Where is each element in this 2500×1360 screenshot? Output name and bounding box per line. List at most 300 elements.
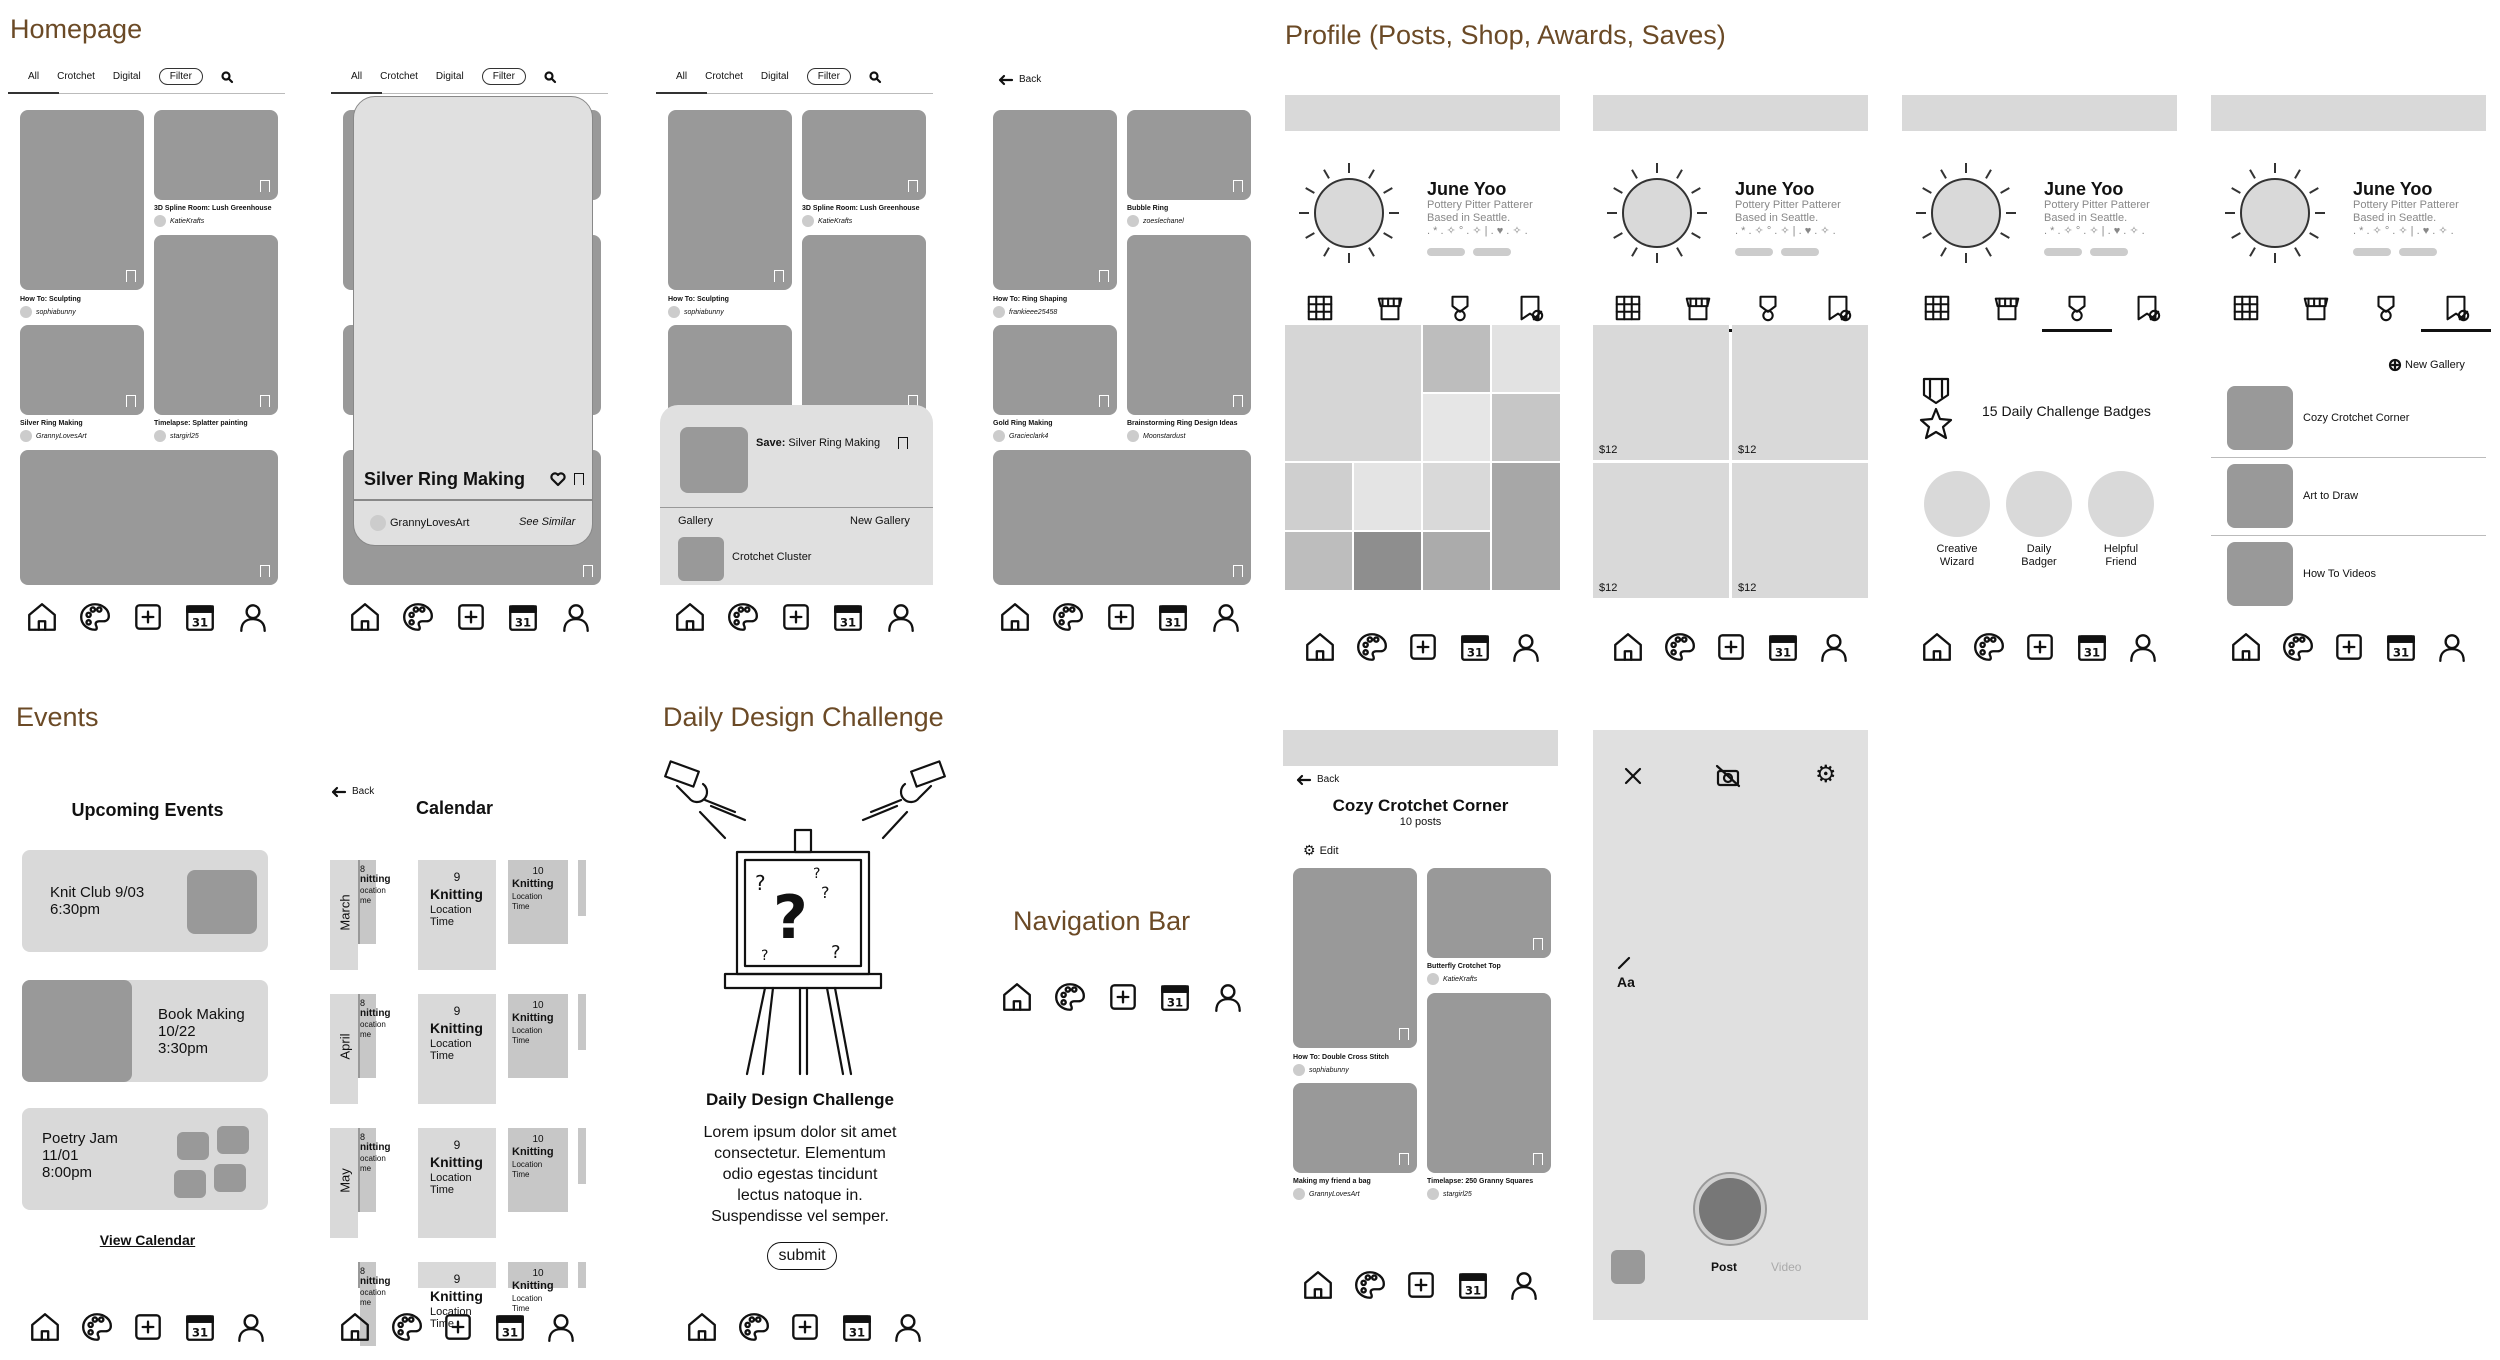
bookmark-icon[interactable] — [1099, 395, 1109, 407]
calendar-day-cell[interactable] — [508, 1128, 568, 1212]
close-icon[interactable] — [1623, 766, 1643, 786]
save-post-title: Silver Ring Making — [788, 437, 881, 449]
saves-tab[interactable] — [1803, 293, 1873, 325]
add-post-icon[interactable] — [441, 1310, 475, 1344]
post-card[interactable] — [20, 325, 144, 415]
brush-icon[interactable] — [1617, 956, 1631, 970]
grid-post[interactable] — [1285, 463, 1352, 530]
calendar-icon[interactable] — [831, 600, 865, 634]
new-gallery-button[interactable] — [2389, 359, 2465, 371]
share-profile-button[interactable] — [1473, 248, 1511, 256]
home-icon[interactable] — [2229, 630, 2263, 664]
easel-illustration — [655, 760, 955, 1080]
post-card[interactable] — [20, 110, 144, 290]
edit-profile-button[interactable] — [2353, 248, 2391, 256]
search-icon[interactable] — [544, 71, 556, 83]
shop-tab[interactable] — [2281, 293, 2351, 325]
shop-item[interactable] — [1732, 463, 1868, 598]
grid-post[interactable] — [1354, 532, 1421, 590]
calendar-icon[interactable] — [2075, 630, 2109, 664]
tab-crotchet[interactable]: Crotchet — [705, 71, 743, 82]
post-card[interactable] — [993, 450, 1251, 585]
username: frankieee25458 — [1009, 308, 1058, 316]
bookmark-icon[interactable] — [1233, 395, 1243, 407]
bookmark-icon[interactable] — [1533, 1153, 1543, 1165]
badge-label-line: Creative — [1936, 543, 1978, 555]
post-author[interactable] — [1427, 973, 1477, 985]
grid-icon — [1922, 293, 1952, 323]
event-name: nitting — [360, 1276, 391, 1287]
navigation-bar — [1303, 630, 1543, 664]
grid-post[interactable] — [1423, 532, 1490, 590]
post-author[interactable] — [1293, 1064, 1349, 1076]
palette-icon[interactable] — [78, 600, 112, 634]
profile-tabs — [1902, 293, 2177, 323]
saves-tab[interactable] — [2112, 293, 2182, 325]
event-name: nitting — [360, 1142, 391, 1153]
calendar-day-cell[interactable] — [418, 1128, 496, 1238]
event-card[interactable] — [22, 980, 268, 1082]
calendar-month-row — [330, 1128, 595, 1238]
post-author[interactable] — [1427, 1188, 1472, 1200]
gallery-thumbnail[interactable] — [1611, 1250, 1645, 1284]
add-post-icon[interactable] — [2023, 630, 2057, 664]
home-icon[interactable] — [338, 1310, 372, 1344]
back-arrow-icon — [332, 787, 346, 797]
home-icon[interactable] — [998, 600, 1032, 634]
bookmark-icon[interactable] — [1233, 565, 1243, 577]
navigation-bar — [1301, 1268, 1541, 1302]
event-location: ocation — [360, 1154, 386, 1163]
event-location: Location — [512, 1160, 543, 1169]
post-author[interactable] — [154, 215, 204, 227]
calendar-month-row — [330, 994, 595, 1104]
calendar-icon[interactable] — [506, 600, 540, 634]
navigation-bar — [338, 1310, 578, 1344]
grid-post[interactable] — [1492, 394, 1560, 461]
post-author[interactable] — [20, 306, 76, 318]
post-card[interactable] — [1293, 1083, 1417, 1173]
gallery-label: Gallery — [678, 515, 713, 527]
post-author[interactable] — [370, 515, 469, 531]
post-card[interactable] — [668, 110, 792, 290]
posts-tab[interactable] — [1902, 293, 1972, 325]
badge-daily-badger[interactable] — [2006, 471, 2072, 537]
badge-creative-wizard[interactable] — [1924, 471, 1990, 537]
post-card[interactable] — [1293, 868, 1417, 1048]
home-icon[interactable] — [348, 600, 382, 634]
profile-icon[interactable] — [559, 600, 593, 634]
filter-button[interactable]: Filter — [482, 68, 526, 85]
event-time: 3:30pm — [158, 1040, 209, 1057]
home-icon[interactable] — [1000, 980, 1034, 1014]
tab-crotchet[interactable]: Crotchet — [380, 71, 418, 82]
edit-profile-button[interactable] — [2044, 248, 2082, 256]
calendar-icon[interactable] — [1458, 630, 1492, 664]
event-time: Time — [430, 1318, 455, 1330]
day-number: 8 — [360, 1266, 366, 1276]
home-icon[interactable] — [1920, 630, 1954, 664]
calendar-day-cell[interactable] — [508, 1262, 568, 1313]
tab-digital[interactable]: Digital — [112, 71, 141, 82]
profile-icon[interactable] — [884, 600, 918, 634]
flash-off-icon[interactable] — [1715, 764, 1741, 788]
home-icon[interactable] — [1301, 1268, 1335, 1302]
avatar — [993, 430, 1005, 442]
daily-challenge-screen — [655, 760, 955, 1360]
profile-icon[interactable] — [1817, 630, 1851, 664]
palette-icon[interactable] — [1353, 1268, 1387, 1302]
shop-tab[interactable] — [1663, 293, 1733, 325]
avatar — [1427, 973, 1439, 985]
palette-icon[interactable] — [1663, 630, 1697, 664]
badge-helpful-friend[interactable] — [2088, 471, 2154, 537]
awards-tab[interactable] — [1425, 293, 1495, 325]
sun-avatar-icon — [1297, 161, 1401, 265]
profile-icon[interactable] — [2126, 630, 2160, 664]
add-post-icon[interactable] — [131, 1310, 165, 1344]
add-post-icon[interactable] — [1404, 1268, 1438, 1302]
bookmark-icon[interactable] — [260, 395, 270, 407]
day-number: 10 — [532, 1134, 544, 1145]
tab-all[interactable]: All — [351, 71, 363, 82]
awards-tab[interactable] — [1733, 293, 1803, 325]
see-similar-link[interactable]: See Similar — [519, 516, 576, 528]
bookmark-icon[interactable] — [774, 270, 784, 282]
add-post-icon[interactable] — [1104, 600, 1138, 634]
post-author[interactable] — [802, 215, 852, 227]
tab-all[interactable]: All — [28, 71, 40, 82]
profile-icon[interactable] — [1209, 600, 1243, 634]
bookmark-icon[interactable] — [260, 565, 270, 577]
add-post-icon[interactable] — [2332, 630, 2366, 664]
post-author[interactable] — [20, 430, 87, 442]
calendar-day-number: 31 — [1774, 645, 1791, 660]
grid-post[interactable] — [1423, 394, 1490, 461]
calendar-day-partial — [578, 1262, 586, 1288]
post-card[interactable] — [1127, 110, 1251, 200]
calendar-day-partial[interactable] — [360, 1128, 391, 1212]
grid-post[interactable] — [1423, 325, 1490, 392]
calendar-icon[interactable] — [1156, 600, 1190, 634]
tab-digital[interactable]: Digital — [760, 71, 789, 82]
calendar-day-cell[interactable] — [418, 994, 496, 1104]
heart-icon[interactable] — [550, 471, 566, 487]
gear-icon[interactable]: ⚙ — [1815, 761, 1837, 788]
profile-icon[interactable] — [2435, 630, 2469, 664]
calendar-day-partial[interactable] — [360, 860, 391, 944]
palette-icon[interactable] — [1355, 630, 1389, 664]
description-line: Suspendisse vel semper. — [711, 1208, 889, 1225]
plus-circle-icon — [2389, 359, 2401, 371]
add-post-icon[interactable] — [1406, 630, 1440, 664]
event-image — [174, 1170, 206, 1198]
shop-item[interactable] — [1593, 463, 1729, 598]
gallery-row[interactable] — [2211, 380, 2486, 458]
event-time: Time — [430, 916, 455, 928]
filter-button[interactable]: Filter — [807, 68, 851, 85]
palette-icon[interactable] — [1051, 600, 1085, 634]
price-label: $12 — [1599, 582, 1618, 594]
back-arrow-icon — [1297, 775, 1311, 785]
text-tool-button[interactable]: Aa — [1617, 974, 1635, 990]
day-number: 10 — [532, 866, 544, 877]
shop-tab[interactable] — [1972, 293, 2042, 325]
calendar-day-partial[interactable] — [360, 994, 391, 1078]
navbar-section-title: Navigation Bar — [1013, 906, 1191, 936]
home-icon[interactable] — [685, 1310, 719, 1344]
post-mode-tab[interactable]: Post — [1711, 1260, 1738, 1274]
post-card[interactable] — [993, 325, 1117, 415]
navigation-bar — [998, 600, 1243, 634]
post-card[interactable] — [802, 235, 926, 415]
profile-name: June Yoo — [1735, 179, 1815, 199]
back-button[interactable] — [1297, 774, 1339, 785]
palette-icon[interactable] — [726, 600, 760, 634]
gallery-row[interactable] — [2211, 458, 2486, 536]
bookmark-icon[interactable] — [1399, 1028, 1409, 1040]
saves-tab[interactable] — [2421, 293, 2491, 325]
post-author[interactable] — [1127, 430, 1185, 442]
grid-post[interactable] — [1354, 463, 1421, 530]
calendar-icon[interactable] — [183, 600, 217, 634]
post-author[interactable] — [993, 430, 1048, 442]
day-number: 10 — [532, 1268, 544, 1279]
submit-button[interactable]: submit — [767, 1242, 837, 1270]
add-post-icon[interactable] — [779, 600, 813, 634]
bookmark-icon[interactable] — [583, 565, 593, 577]
calendar-day-cell[interactable] — [418, 1262, 496, 1330]
profile-shop-screen — [1593, 95, 1868, 685]
post-caption: How To: Ring Shaping — [993, 296, 1068, 303]
add-post-icon[interactable] — [1714, 630, 1748, 664]
post-card[interactable] — [1427, 868, 1551, 958]
posts-tab[interactable] — [2211, 293, 2281, 325]
saved-icon — [2441, 293, 2471, 323]
awards-tab[interactable] — [2042, 293, 2112, 325]
edit-button[interactable] — [1303, 842, 1339, 859]
profile-icon[interactable] — [236, 600, 270, 634]
grid-icon — [2231, 293, 2261, 323]
gallery-name: How To Videos — [2303, 568, 2376, 580]
calendar-month-row — [330, 1262, 595, 1330]
profile-name: June Yoo — [2044, 179, 2124, 199]
post-card[interactable] — [1127, 235, 1251, 415]
post-card[interactable] — [154, 110, 278, 200]
posts-tab[interactable] — [1285, 293, 1355, 325]
grid-post[interactable] — [1285, 532, 1352, 590]
post-card[interactable] — [154, 235, 278, 415]
gallery-thumbnail — [2227, 464, 2293, 528]
calendar-icon[interactable] — [840, 1310, 874, 1344]
badge-label-line: Daily — [2026, 543, 2052, 555]
username: zoeslechanel — [1143, 217, 1184, 225]
calendar-icon[interactable] — [1158, 980, 1192, 1014]
add-post-icon[interactable] — [454, 600, 488, 634]
view-calendar-link[interactable]: View Calendar — [99, 1232, 196, 1248]
profile-icon[interactable] — [1507, 1268, 1541, 1302]
home-icon[interactable] — [673, 600, 707, 634]
profile-icon[interactable] — [1211, 980, 1245, 1014]
bookmark-icon[interactable] — [908, 180, 918, 192]
home-icon[interactable] — [1611, 630, 1645, 664]
home-icon[interactable] — [25, 600, 59, 634]
status-bar — [1593, 95, 1868, 131]
profile-icon[interactable] — [1509, 630, 1543, 664]
gallery-item[interactable]: Crotchet Cluster — [732, 551, 812, 563]
gallery-screen — [1283, 730, 1558, 1340]
profile-icon[interactable] — [544, 1310, 578, 1344]
event-info — [50, 884, 144, 918]
page-title: Calendar — [416, 798, 494, 818]
bookmark-icon[interactable] — [1099, 270, 1109, 282]
badge-label-line: Wizard — [1939, 556, 1975, 568]
post-caption: Silver Ring Making — [20, 420, 83, 427]
calendar-icon[interactable] — [1766, 630, 1800, 664]
tab-crotchet[interactable]: Crotchet — [57, 71, 95, 82]
add-post-icon[interactable] — [788, 1310, 822, 1344]
calendar-icon[interactable] — [1456, 1268, 1490, 1302]
event-name: Knitting — [430, 1154, 483, 1170]
profile-bio — [1427, 199, 1533, 238]
bookmark-icon[interactable] — [574, 473, 584, 485]
event-time: me — [360, 896, 372, 905]
active-tab-indicator — [2421, 329, 2491, 332]
event-card[interactable] — [22, 1108, 268, 1210]
post-author[interactable] — [668, 306, 724, 318]
calendar-day-number: 31 — [515, 615, 532, 630]
post-card[interactable] — [1427, 993, 1551, 1173]
event-location: Location — [430, 1306, 472, 1318]
palette-icon[interactable] — [390, 1310, 424, 1344]
bookmark-icon[interactable] — [126, 395, 136, 407]
calendar-icon[interactable] — [493, 1310, 527, 1344]
shop-tab[interactable] — [1355, 293, 1425, 325]
navigation-bar — [1000, 980, 1245, 1014]
edit-profile-button[interactable] — [1735, 248, 1773, 256]
event-name: Knitting — [512, 1012, 554, 1024]
price-label: $12 — [1738, 582, 1757, 594]
new-gallery-button[interactable]: New Gallery — [850, 515, 910, 527]
calendar-day-cell[interactable] — [508, 860, 568, 944]
post-popup[interactable] — [353, 96, 593, 546]
username: sophiabunny — [684, 308, 724, 316]
save-sheet[interactable] — [660, 405, 933, 585]
bookmark-icon[interactable] — [126, 270, 136, 282]
tab-digital[interactable]: Digital — [435, 71, 464, 82]
post-card[interactable] — [668, 325, 792, 415]
post-author[interactable] — [1127, 215, 1184, 227]
tab-all[interactable]: All — [676, 71, 688, 82]
video-mode-tab[interactable]: Video — [1771, 1260, 1802, 1274]
shutter-button[interactable] — [1695, 1174, 1765, 1244]
awards-tab[interactable] — [2351, 293, 2421, 325]
calendar-icon[interactable] — [2384, 630, 2418, 664]
saves-tab[interactable] — [1495, 293, 1565, 325]
bookmark-icon[interactable] — [1399, 1153, 1409, 1165]
event-time: Time — [512, 1036, 530, 1045]
palette-icon[interactable] — [80, 1310, 114, 1344]
palette-icon[interactable] — [737, 1310, 771, 1344]
palette-icon[interactable] — [1053, 980, 1087, 1014]
grid-post[interactable] — [1423, 463, 1490, 530]
palette-icon[interactable] — [401, 600, 435, 634]
post-caption: How To: Sculpting — [668, 296, 729, 303]
filter-button[interactable]: Filter — [159, 68, 203, 85]
event-image — [217, 1126, 249, 1154]
month-label: March — [337, 894, 353, 931]
post-author[interactable] — [154, 430, 199, 442]
edit-profile-button[interactable] — [1427, 248, 1465, 256]
username: Moonstardust — [1143, 432, 1186, 440]
share-profile-button[interactable] — [2090, 248, 2128, 256]
status-bar — [2211, 95, 2486, 131]
camera-screen — [1593, 730, 1868, 1320]
back-button[interactable] — [332, 786, 374, 797]
share-profile-button[interactable] — [2399, 248, 2437, 256]
shop-item[interactable] — [1732, 325, 1868, 460]
profile-icon[interactable] — [891, 1310, 925, 1344]
search-icon[interactable] — [221, 71, 233, 83]
bookmark-icon[interactable] — [898, 437, 908, 449]
grid-post[interactable] — [1285, 325, 1421, 461]
event-card[interactable] — [22, 850, 268, 952]
username: KatieKrafts — [818, 217, 853, 225]
grid-post[interactable] — [1492, 463, 1560, 590]
profile-icon[interactable] — [234, 1310, 268, 1344]
post-author[interactable] — [993, 306, 1057, 318]
home-icon[interactable] — [1303, 630, 1337, 664]
home-icon[interactable] — [28, 1310, 62, 1344]
palette-icon[interactable] — [1972, 630, 2006, 664]
back-button[interactable] — [999, 74, 1041, 85]
avatar — [1127, 215, 1139, 227]
add-post-icon[interactable] — [1106, 980, 1140, 1014]
avatar — [668, 306, 680, 318]
event-image — [22, 980, 132, 1082]
event-time: 8:00pm — [42, 1164, 93, 1181]
add-post-icon[interactable] — [131, 600, 165, 634]
palette-icon[interactable] — [2281, 630, 2315, 664]
gallery-row[interactable] — [2211, 536, 2486, 614]
posts-tab[interactable] — [1593, 293, 1663, 325]
event-name: Knitting — [430, 886, 483, 902]
calendar-day-cell[interactable] — [508, 994, 568, 1078]
profile-name: June Yoo — [2353, 179, 2433, 199]
profile-posts-screen — [1285, 95, 1560, 685]
gallery-thumbnail — [2227, 542, 2293, 606]
avatar — [1293, 1188, 1305, 1200]
bookmark-icon[interactable] — [1233, 180, 1243, 192]
share-profile-button[interactable] — [1781, 248, 1819, 256]
post-card[interactable] — [802, 110, 926, 200]
day-number: 8 — [360, 998, 366, 1008]
search-icon[interactable] — [869, 71, 881, 83]
bookmark-icon[interactable] — [1533, 938, 1543, 950]
calendar-day-cell[interactable] — [418, 860, 496, 970]
bio-line: Based in Seattle. — [1427, 212, 1511, 224]
grid-post[interactable] — [1492, 325, 1560, 392]
profile-actions — [1427, 243, 1519, 261]
event-location: ocation — [360, 1020, 386, 1029]
calendar-icon[interactable] — [183, 1310, 217, 1344]
post-author[interactable] — [1293, 1188, 1360, 1200]
post-card[interactable] — [20, 450, 278, 585]
shop-item[interactable] — [1593, 325, 1729, 460]
bookmark-icon[interactable] — [260, 180, 270, 192]
post-card[interactable] — [993, 110, 1117, 290]
post-caption: Gold Ring Making — [993, 420, 1053, 427]
